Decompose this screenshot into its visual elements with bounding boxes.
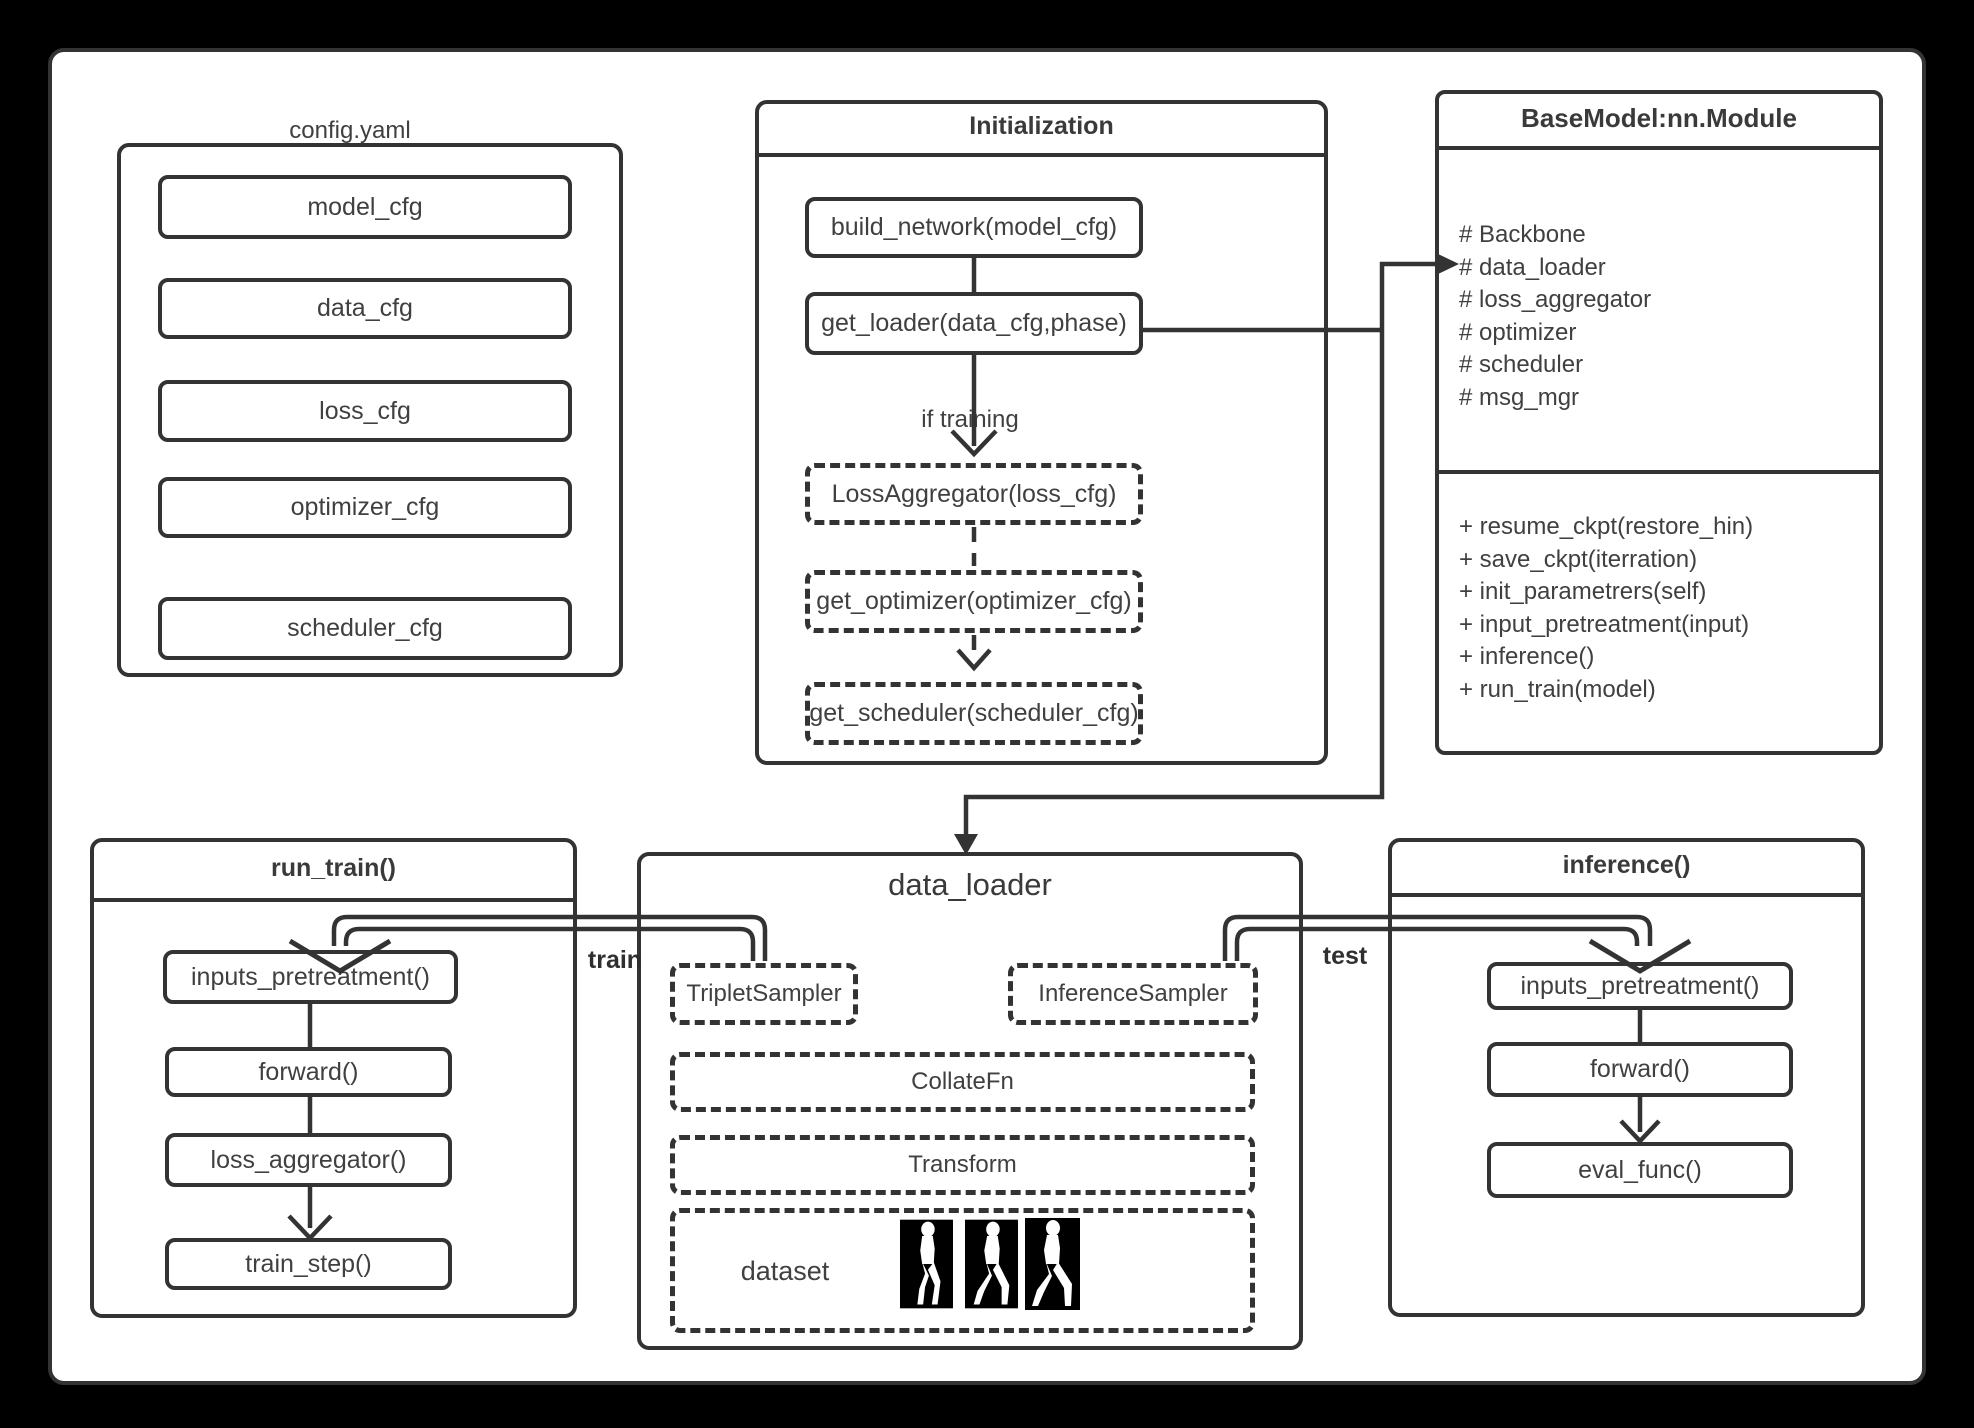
attribute-optimizer: # optimizer (1459, 318, 1577, 346)
base-model-title: BaseModel:nn.Module (1435, 90, 1883, 150)
node-inf-forward: forward() (1487, 1042, 1793, 1097)
node-loss-cfg: loss_cfg (158, 380, 572, 442)
node-get-loader: get_loader(data_cfg,phase) (805, 292, 1143, 355)
base-model-section-divider (1439, 470, 1879, 474)
method-init-parameters: + init_parametrers(self) (1459, 578, 1707, 606)
node-inf-eval-func: eval_func() (1487, 1142, 1793, 1198)
test-edge-label: test (1322, 941, 1368, 970)
config-yaml-title: config.yaml (289, 117, 411, 144)
method-save-ckpt: + save_ckpt(iterration) (1459, 545, 1698, 573)
method-input-pretreatment: + input_pretreatment(input) (1459, 610, 1750, 638)
node-scheduler-cfg: scheduler_cfg (158, 597, 572, 660)
base-model-attributes (1459, 219, 1859, 415)
attribute-scheduler: # scheduler (1459, 351, 1584, 379)
attribute-backbone: # Backbone (1459, 221, 1586, 248)
node-build-network: build_network(model_cfg) (805, 197, 1143, 258)
if-training-label: if training (921, 406, 1019, 433)
node-optimizer-cfg: optimizer_cfg (158, 477, 572, 538)
dataset-label: dataset (740, 1255, 830, 1286)
node-collate-fn: CollateFn (670, 1052, 1255, 1112)
run-train-title: run_train() (90, 838, 577, 902)
method-run-train: + run_train(model) (1459, 675, 1656, 703)
node-rt-forward: forward() (165, 1047, 452, 1097)
inference-title: inference() (1388, 838, 1865, 897)
node-data-cfg: data_cfg (158, 278, 572, 339)
node-get-scheduler: get_scheduler(scheduler_cfg) (805, 682, 1143, 745)
node-transform: Transform (670, 1135, 1255, 1195)
node-inference-sampler: InferenceSampler (1008, 963, 1258, 1025)
initialization-title: Initialization (755, 100, 1328, 157)
node-loss-aggregator-init: LossAggregator(loss_cfg) (805, 463, 1143, 525)
node-model-cfg: model_cfg (158, 175, 572, 239)
train-edge-label: train (587, 945, 643, 974)
gait-silhouette-image (900, 1218, 953, 1310)
node-rt-train-step: train_step() (165, 1238, 452, 1290)
method-inference: + inference() (1459, 643, 1595, 671)
base-model-methods (1459, 511, 1859, 707)
attribute-msg-mgr: # msg_mgr (1459, 383, 1580, 411)
node-rt-loss-aggregator: loss_aggregator() (165, 1133, 452, 1187)
node-inf-inputs-pretreatment: inputs_pretreatment() (1487, 962, 1793, 1010)
attribute-data-loader: # data_loader (1459, 253, 1606, 281)
data-loader-title: data_loader (888, 867, 1052, 902)
gait-silhouette-image (965, 1218, 1018, 1310)
node-triplet-sampler: TripletSampler (670, 963, 858, 1025)
method-resume-ckpt: + resume_ckpt(restore_hin) (1459, 513, 1754, 540)
attribute-loss-aggregator: # loss_aggregator (1459, 286, 1652, 314)
node-rt-inputs-pretreatment: inputs_pretreatment() (163, 950, 458, 1004)
gait-silhouette-image (1025, 1218, 1080, 1310)
node-get-optimizer: get_optimizer(optimizer_cfg) (805, 570, 1143, 633)
